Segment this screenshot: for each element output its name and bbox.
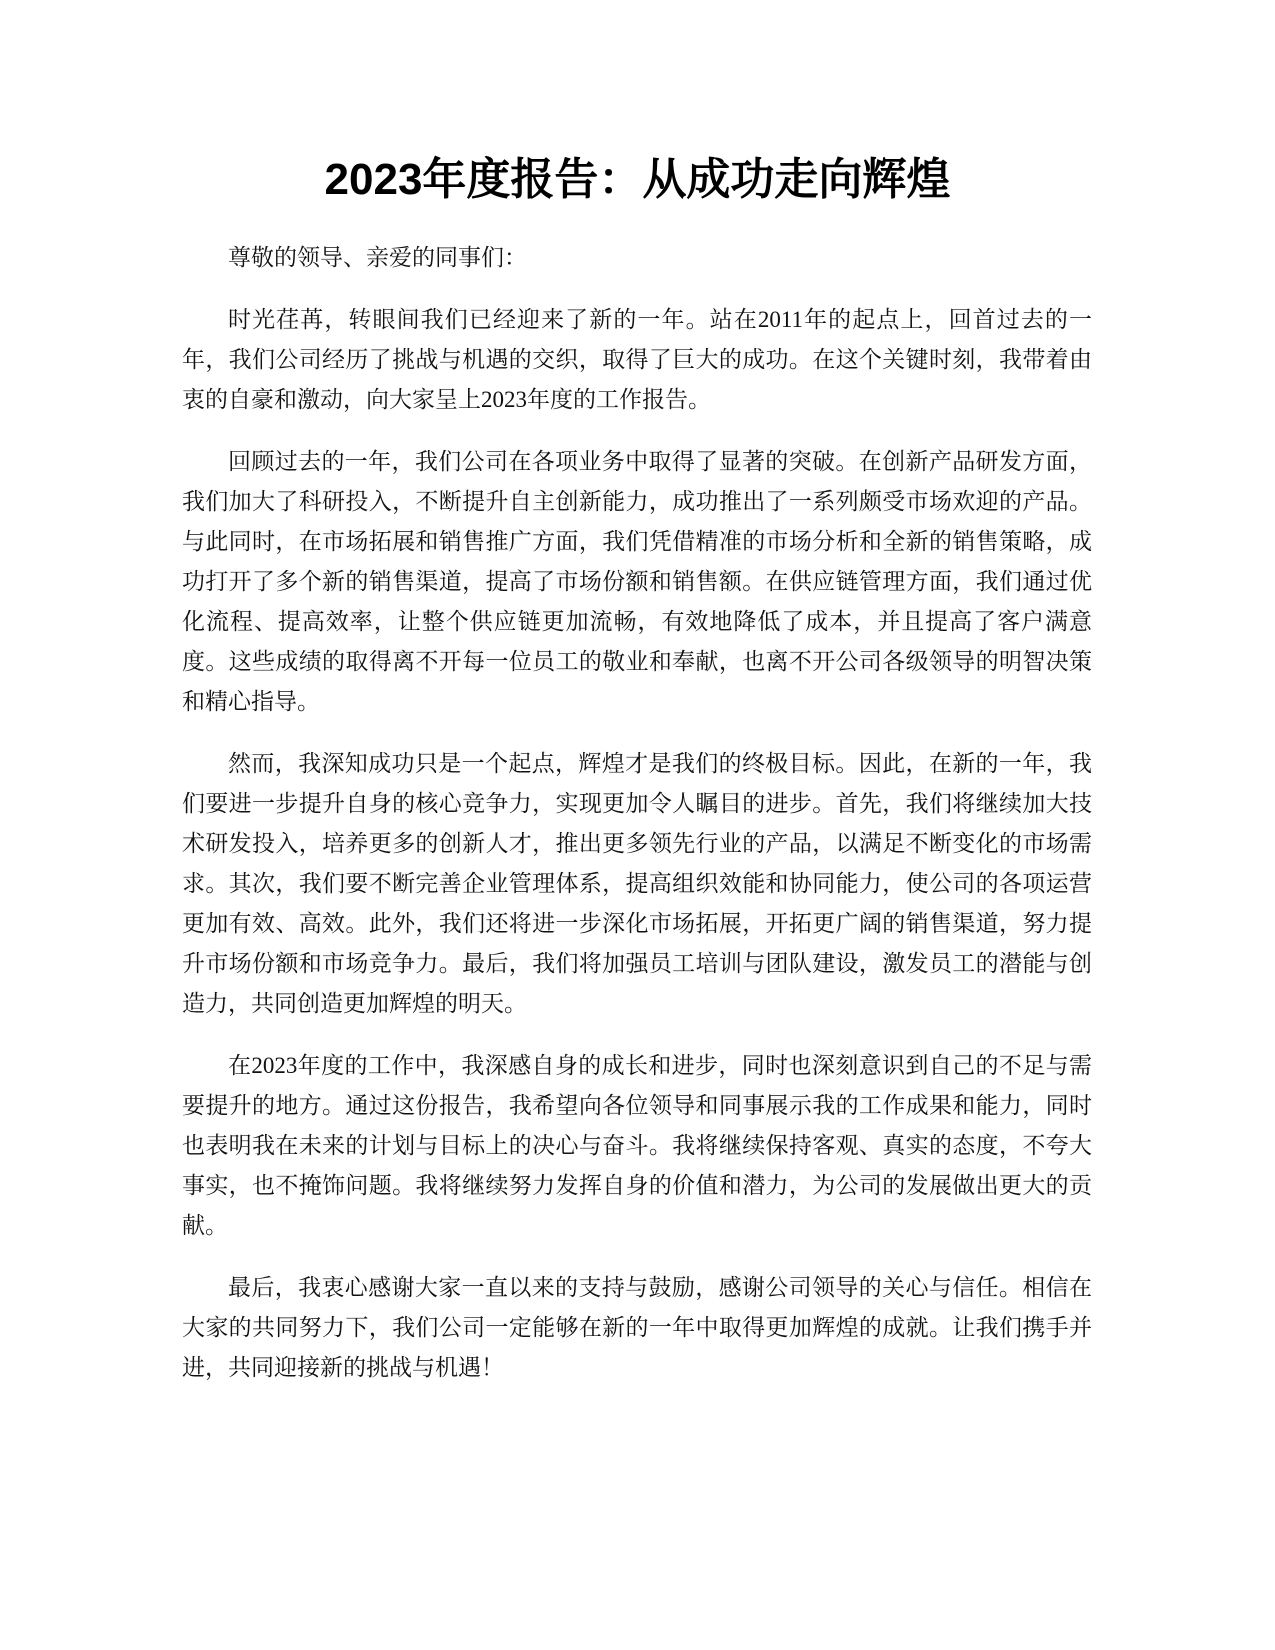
paragraph-4: 在2023年度的工作中，我深感自身的成长和进步，同时也深刻意识到自己的不足与需要提升的地方。通过这份报告，我希望向各位领导和同事展示我的工作成果和能力，同时也表明我在未来的计划与目标上的决心与奋斗。我将继续保持客观、真实的态度，不夸大事实，也不掩饰问题。我将继续努力发挥自身的价值和潜力，为公司的发展做出更大的贡献。: [182, 1053, 1092, 1238]
document-body: [182, 238, 1092, 1410]
paragraph-5: 最后，我衷心感谢大家一直以来的支持与鼓励，感谢公司领导的关心与信任。相信在大家的共同努力下，我们公司一定能够在新的一年中取得更加辉煌的成就。让我们携手并进，共同迎接新的挑战与机遇！: [182, 1275, 1092, 1380]
paragraph-2: 回顾过去的一年，我们公司在各项业务中取得了显著的突破。在创新产品研发方面，我们加大了科研投入，不断提升自主创新能力，成功推出了一系列颇受市场欢迎的产品。与此同时，在市场拓展和销售推广方面，我们凭借精准的市场分析和全新的销售策略，成功打开了多个新的销售渠道，提高了市场份额和销售额。在供应链管理方面，我们通过优化流程、提高效率，让整个供应链更加流畅，有效地降低了成本，并且提高了客户满意度。这些成绩的取得离不开每一位员工的敬业和奉献，也离不开公司各级领导的明智决策和精心指导。: [182, 449, 1092, 714]
page-title: 2023年度报告：从成功走向辉煌: [324, 155, 951, 204]
paragraph-1: 时光荏苒，转眼间我们已经迎来了新的一年。站在2011年的起点上，回首过去的一年，我们公司经历了挑战与机遇的交织，取得了巨大的成功。在这个关键时刻，我带着由衷的自豪和激动，向大家呈上2023年度的工作报告。: [182, 307, 1092, 412]
greeting: 尊敬的领导、亲爱的同事们：: [228, 245, 527, 270]
paragraph-3: 然而，我深知成功只是一个起点，辉煌才是我们的终极目标。因此，在新的一年，我们要进一步提升自身的核心竞争力，实现更加令人瞩目的进步。首先，我们将继续加大技术研发投入，培养更多的创新人才，推出更多领先行业的产品，以满足不断变化的市场需求。其次，我们要不断完善企业管理体系，提高组织效能和协同能力，使公司的各项运营更加有效、高效。此外，我们还将进一步深化市场拓展，开拓更广阔的销售渠道，努力提升市场份额和市场竞争力。最后，我们将加强员工培训与团队建设，激发员工的潜能与创造力，共同创造更加辉煌的明天。: [182, 751, 1092, 1016]
